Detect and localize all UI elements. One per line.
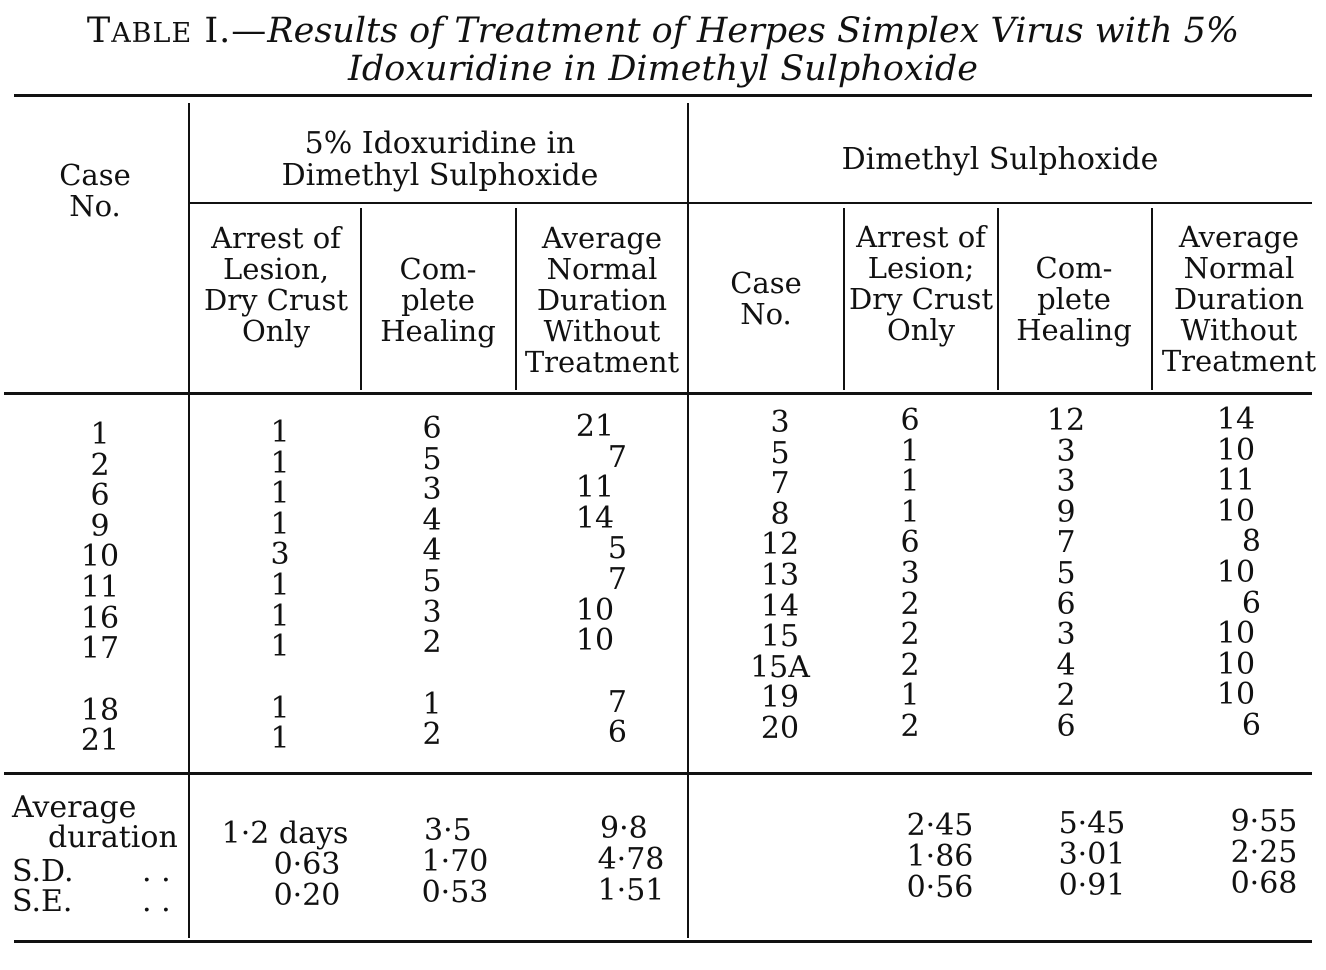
header-g2-arrest: Arrest of Lesion; Dry Crust Only [849,220,993,347]
table-cell: 10 [575,623,615,659]
table-cell: 8 [1241,524,1261,560]
g1-average-sd: 4·78 [597,842,665,877]
summary-label-se: S.E. [12,884,73,919]
g2-healing-sd: 3·01 [1058,837,1126,872]
table-cell: 11 [80,569,120,605]
table-cell: 9 [1056,494,1076,530]
summary-label-average: Average [12,790,137,825]
table-cell: 10 [80,539,120,575]
table-cell: 1 [900,433,920,469]
table-cell: 6 [1056,586,1076,622]
table-cell: 15A [750,649,810,685]
table-cell: 6 [1241,585,1261,621]
table-cell: 2 [90,447,110,483]
summary-label-sd: S.D. [12,854,74,889]
header-g1-arrest: Arrest of Lesion, Dry Crust Only [204,221,348,348]
table-title-line-2: Idoxuridine in Dimethyl Sulphoxide [348,49,978,89]
g2-average-column [1196,402,1276,743]
table-cell: 6 [90,478,110,514]
header-g2-case: Case No. [730,266,802,331]
group-header-rule [188,202,1312,204]
g1-healing-column [392,411,472,753]
table-cell: 10 [1216,646,1256,682]
divider-case-group1 [188,103,190,938]
table-title-text: Results of Treatment of Herpes Simplex Virus with 5% [267,11,1240,51]
table-cell: 10 [1216,432,1256,468]
table-cell: 14 [575,500,615,536]
table-cell: 3 [1056,617,1076,653]
table-cell: 6 [1241,707,1261,743]
g2-average-se: 0·68 [1230,866,1298,901]
table-cell: 20 [760,710,800,746]
table-cell: 7 [607,684,627,720]
table-cell: 10 [1216,616,1256,652]
table-cell: 1 [270,506,290,542]
table-cell: 4 [422,502,442,538]
g2-arrest-column [870,403,950,744]
table-cell: 10 [1216,493,1256,529]
table-cell: 10 [575,592,615,628]
g1-average-se: 1·51 [597,873,665,908]
table-cell: 7 [607,561,627,597]
table-cell: 7 [770,466,790,502]
table-cell: 2 [900,586,920,622]
table-cell: 2 [422,625,442,661]
table-cell: 18 [80,692,120,728]
g2-arrest-sd: 1·86 [906,839,974,874]
table-cell: 1 [270,415,290,450]
divider-g2-arrest-healing [997,208,999,390]
table-cell: 10 [1216,554,1256,590]
table-cell: 9 [90,508,110,544]
header-g1-average: Average Normal Duration Without Treatment [524,221,680,379]
table-cell: 1 [270,476,290,512]
table-cell: 1 [270,445,290,481]
table-cell: 21 [80,723,120,759]
g1-healing-sd: 1·70 [421,844,489,879]
summary-rule [4,772,1312,775]
table-cell: 15 [760,619,800,655]
table-cell: 1 [270,629,290,665]
table-cell: 5 [607,531,627,567]
table-cell: 3 [1056,464,1076,500]
table-cell: 2 [900,647,920,683]
summary-dots-sd: . . [142,854,171,889]
table-cell: 5 [422,441,442,477]
header-group-idoxuridine: 5% Idoxuridine in Dimethyl Sulphoxide [281,126,599,193]
table-cell: 3 [422,594,442,630]
g2-average-sd: 2·25 [1230,835,1298,870]
g1-healing-se: 0·53 [421,875,489,910]
table-cell: 3 [1056,433,1076,469]
table-cell: 1 [270,598,290,634]
table-cell: 21 [575,409,615,444]
table-cell: 1 [900,678,920,714]
table-cell: 6 [607,715,627,751]
g1-average-column [555,409,635,751]
header-g2-average: Average Normal Duration Without Treatment [1161,220,1317,378]
table-cell: 1 [270,690,290,726]
table-cell: 8 [770,496,790,532]
top-rule [14,94,1312,97]
table-cell: 5 [770,435,790,471]
table-cell: 11 [1216,463,1256,499]
table-cell: 19 [760,680,800,716]
table-cell: 1 [422,686,442,722]
table-cell: 1 [270,721,290,757]
summary-dots-se: . . [142,884,171,919]
table-cell: 4 [422,533,442,569]
header-group-dimethyl-sulphoxide: Dimethyl Sulphoxide [841,142,1159,177]
g1-arrest-sd: 0·63 [273,847,341,882]
header-g1-healing: Com- plete Healing [380,252,496,348]
table-cell: 3 [270,537,290,573]
g2-arrest-avg: 2·45 [906,808,974,843]
g1-healing-avg: 3·5 [424,813,472,848]
table-cell: 3 [422,472,442,508]
header-bottom-rule [4,392,1312,395]
g2-case-column [735,405,825,746]
summary-label-duration: duration [48,820,178,855]
g1-arrest-se: 0·20 [273,878,341,913]
table-cell: 1 [900,464,920,500]
table-cell: 6 [422,411,442,446]
table-cell: 12 [760,527,800,563]
g2-average-avg: 9·55 [1230,804,1298,839]
table-cell: 17 [80,631,120,667]
g2-healing-se: 0·91 [1058,868,1126,903]
table-cell: 1 [270,567,290,603]
g1-case-column [60,417,140,759]
table-cell: 10 [1216,677,1256,713]
g1-arrest-avg: 1·2 days [221,816,349,851]
g2-healing-avg: 5·45 [1058,806,1126,841]
g1-arrest-column [240,415,320,757]
table-title-line-1 [0,12,1326,53]
table-cell: 7 [607,439,627,475]
table-cell: 6 [1056,708,1076,744]
table-label: TABLE I.— [86,11,268,51]
g1-average-avg: 9·8 [600,811,648,846]
table-cell: 2 [900,708,920,744]
divider-g1-arrest-healing [360,208,362,390]
header-g2-healing: Com- plete Healing [1016,251,1132,347]
table-cell: 3 [900,555,920,591]
table-cell: 1 [90,417,110,452]
table-cell: 13 [760,557,800,593]
table-cell: 1 [900,494,920,530]
table-cell: 6 [900,525,920,561]
g2-healing-column [1026,403,1106,744]
table-cell: 16 [80,600,120,636]
table-cell: 14 [760,588,800,624]
table-cell: 5 [422,563,442,599]
table-cell: 11 [575,470,615,506]
header-case-no: Case No. [59,158,131,223]
table-cell: 4 [1056,647,1076,683]
bottom-rule [14,940,1312,943]
table-cell: 2 [1056,678,1076,714]
table-cell: 12 [1046,403,1086,438]
table-cell: 7 [1056,525,1076,561]
table-cell: 14 [1216,402,1256,437]
table-cell: 2 [422,717,442,753]
table-cell: 6 [900,403,920,438]
table-cell: 5 [1056,555,1076,591]
table-cell: 2 [900,617,920,653]
table-cell: 3 [770,405,790,440]
g2-arrest-se: 0·56 [906,870,974,905]
